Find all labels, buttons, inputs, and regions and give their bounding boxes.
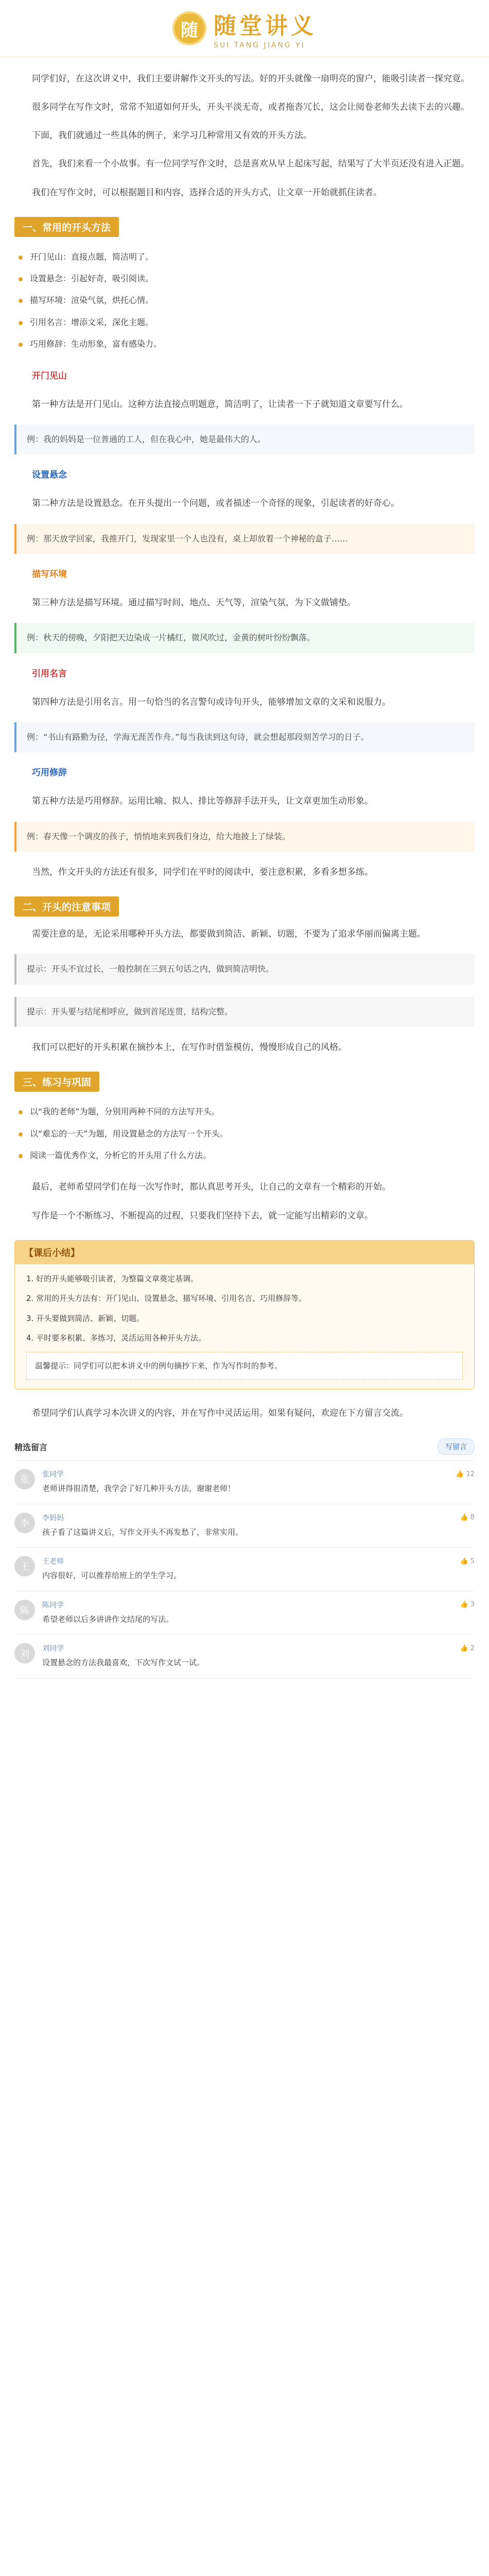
paragraph [14, 765, 475, 782]
paragraph: 第三种方法是描写环境。通过描写时间、地点、天气等，渲染气氛，为下文做铺垫。 [32, 598, 356, 608]
method-item: 开门见山：直接点题，简洁明了。 [14, 246, 475, 268]
thumb-up-icon: 👍 [460, 1601, 468, 1609]
comment-meta [42, 1556, 475, 1566]
paragraph: 第一种方法是开门见山。这种方法直接点明题意，简洁明了，让读者一下子就知道文章要写什么。 [32, 399, 408, 410]
brand-subtitle: SUI TANG JIANG YI [214, 41, 305, 49]
example-quote: 例：那天放学回家，我推开门，发现家里一个人也没有，桌上却放着一个神秘的盒子…… [14, 524, 475, 554]
highlight-method: 开门见山 [32, 370, 67, 381]
practice-item: 阅读一篇优秀作文，分析它的开头用了什么方法。 [14, 1145, 475, 1166]
thumb-up-icon: 👍 [460, 1644, 468, 1652]
like-button[interactable] [456, 1469, 475, 1479]
comment-text: 设置悬念的方法我最喜欢，下次写作文试一试。 [42, 1658, 205, 1668]
comments-list [14, 1461, 475, 1679]
like-button[interactable] [460, 1600, 475, 1610]
comments-title: 精选留言 [14, 1442, 48, 1452]
paragraph: 写作是一个不断练习、不断提高的过程，只要我们坚持下去，就一定能写出精彩的文章。 [32, 1210, 373, 1221]
practice-item: 以“难忘的一天”为题，用设置悬念的方法写一个开头。 [14, 1123, 475, 1145]
brand-title: 随堂讲义 [214, 13, 317, 39]
method-item: 描写环境：渲染气氛，烘托心情。 [14, 290, 475, 311]
comment-text: 孩子看了这篇讲义后，写作文开头不再发愁了，非常实用。 [42, 1527, 243, 1537]
paragraph: 希望同学们认真学习本次讲义的内容，并在写作中灵活运用。如果有疑问，欢迎在下方留言交流。 [32, 1408, 408, 1419]
comment-meta [42, 1600, 475, 1610]
like-count: 8 [470, 1514, 475, 1522]
practice-list [14, 1101, 475, 1166]
summary-note: 温馨提示：同学们可以把本讲义中的例句摘抄下来，作为写作时的参考。 [26, 1352, 463, 1380]
thumb-up-icon: 👍 [460, 1557, 468, 1565]
example-quote: 例：我的妈妈是一位普通的工人，但在我心中，她是最伟大的人。 [14, 425, 475, 454]
avatar[interactable]: 陈 [14, 1600, 35, 1620]
comment-body [42, 1600, 475, 1626]
like-count: 3 [470, 1601, 475, 1609]
highlight-method: 设置悬念 [32, 470, 67, 481]
paragraph: 需要注意的是，无论采用哪种开头方法，都要做到简洁、新颖、切题，不要为了追求华丽而偏离主题。 [32, 929, 426, 940]
commenter-name[interactable]: 张同学 [42, 1470, 64, 1479]
comments-header [14, 1433, 475, 1461]
brand-header [0, 0, 489, 57]
summary-heading: 【课后小结】 [15, 1241, 474, 1264]
avatar[interactable]: 李 [14, 1513, 35, 1533]
like-count: 5 [470, 1557, 475, 1565]
paragraph: 我们可以把好的开头积累在摘抄本上，在写作时借鉴模仿，慢慢形成自己的风格。 [32, 1042, 347, 1053]
comment-meta [42, 1643, 475, 1653]
comment-meta [42, 1513, 475, 1523]
like-count: 2 [470, 1644, 475, 1652]
paragraph: 最后，老师希望同学们在每一次写作时，都认真思考开头，让自己的文章有一个精彩的开始。 [32, 1182, 391, 1193]
highlight-method: 描写环境 [32, 569, 67, 580]
commenter-name[interactable]: 李妈妈 [42, 1514, 64, 1522]
paragraph: 第四种方法是引用名言。用一句恰当的名言警句或诗句开头，能够增加文章的文采和说服力。 [32, 697, 391, 707]
comment-meta [42, 1469, 475, 1479]
comment-body [42, 1513, 475, 1539]
paragraph: 我们在写作文时，可以根据题目和内容，选择合适的开头方式，让文章一开始就抓住读者。 [32, 187, 382, 198]
paragraph: 第二种方法是设置悬念。在开头提出一个问题，或者描述一个奇怪的现象，引起读者的好奇心。 [32, 498, 399, 509]
method-item: 巧用修辞：生动形象，富有感染力。 [14, 333, 475, 355]
avatar[interactable]: 张 [14, 1469, 35, 1489]
comment-item [14, 1461, 475, 1504]
brand-seal-logo: 随 [172, 11, 206, 45]
article-content [0, 71, 489, 1679]
paragraph: 很多同学在写作文时，常常不知道如何开头，开头平淡无奇，或者拖沓冗长，这会让阅卷老师失去读下去的兴趣。 [32, 102, 469, 113]
paragraph: 当然，作文开头的方法还有很多，同学们在平时的阅读中，要注意积累，多看多想多练。 [32, 867, 373, 878]
paragraph: 下面，我们就通过一些具体的例子，来学习几种常用又有效的开头方法。 [32, 130, 312, 141]
paragraph: 首先，我们来看一个小故事。有一位同学写作文时，总是喜欢从早上起床写起，结果写了大半页还没有进入正题。 [32, 159, 469, 170]
paragraph: 同学们好，在这次讲义中，我们主要讲解作文开头的写法。好的开头就像一扇明亮的窗户，能吸引读者一探究竟。 [32, 74, 469, 84]
like-button[interactable] [460, 1556, 475, 1566]
commenter-name[interactable]: 王老师 [42, 1557, 64, 1566]
section-title: 二、开头的注意事项 [14, 896, 119, 917]
summary-line: 1. 好的开头能够吸引读者，为整篇文章奠定基调。 [26, 1274, 199, 1283]
method-list [14, 246, 475, 355]
tip-quote: 提示：开头不宜过长，一般控制在三到五句话之内，做到简洁明快。 [14, 954, 475, 984]
tip-quote: 提示：开头要与结尾相呼应，做到首尾连贯，结构完整。 [14, 997, 475, 1027]
comment-body [42, 1469, 475, 1496]
comment-item [14, 1635, 475, 1679]
comment-text: 希望老师以后多讲讲作文结尾的写法。 [42, 1614, 174, 1624]
like-button[interactable] [460, 1513, 475, 1523]
summary-box [14, 1240, 475, 1390]
comment-item [14, 1504, 475, 1548]
summary-line: 4. 平时要多积累、多练习，灵活运用各种开头方法。 [26, 1333, 206, 1343]
practice-item: 以“我的老师”为题，分别用两种不同的方法写开头。 [14, 1101, 475, 1123]
paragraph: 第五种方法是巧用修辞。运用比喻、拟人、排比等修辞手法开头，让文章更加生动形象。 [32, 796, 373, 807]
avatar[interactable]: 刘 [14, 1643, 35, 1664]
like-count: 12 [466, 1470, 475, 1478]
comment-text: 老师讲得很清楚，我学会了好几种开头方法，谢谢老师！ [42, 1484, 236, 1494]
commenter-name[interactable]: 刘同学 [42, 1645, 64, 1653]
comment-item [14, 1591, 475, 1635]
paragraph [14, 566, 475, 583]
paragraph [14, 368, 475, 385]
comment-body [42, 1556, 475, 1583]
avatar[interactable]: 王 [14, 1556, 35, 1577]
write-comment-button[interactable]: 写留言 [438, 1438, 475, 1455]
comment-body [42, 1643, 475, 1670]
brand-text [214, 7, 317, 49]
example-quote: 例：春天像一个调皮的孩子，悄悄地来到我们身边，给大地披上了绿装。 [14, 822, 475, 852]
highlight-method: 巧用修辞 [32, 768, 67, 778]
summary-line: 2. 常用的开头方法有：开门见山、设置悬念、描写环境、引用名言、巧用修辞等。 [26, 1294, 307, 1303]
comment-item [14, 1548, 475, 1591]
section-title: 三、练习与巩固 [14, 1072, 99, 1092]
method-item: 引用名言：增添文采，深化主题。 [14, 312, 475, 333]
paragraph [14, 666, 475, 683]
comment-text: 内容很好，可以推荐给班上的学生学习。 [42, 1571, 182, 1581]
example-quote: 例：秋天的傍晚，夕阳把天边染成一片橘红，微风吹过，金黄的树叶纷纷飘落。 [14, 623, 475, 653]
thumb-up-icon: 👍 [460, 1514, 468, 1522]
commenter-name[interactable]: 陈同学 [42, 1601, 64, 1609]
section-title: 一、常用的开头方法 [14, 217, 119, 237]
summary-body [15, 1264, 474, 1346]
example-quote: 例：“书山有路勤为径，学海无涯苦作舟。”每当我读到这句诗，就会想起那段刻苦学习的日子。 [14, 722, 475, 752]
summary-line: 3. 开头要做到简洁、新颖、切题。 [26, 1313, 145, 1323]
like-button[interactable] [460, 1643, 475, 1653]
method-item: 设置悬念：引起好奇，吸引阅读。 [14, 268, 475, 290]
thumb-up-icon: 👍 [456, 1470, 464, 1478]
paragraph [14, 467, 475, 484]
highlight-method: 引用名言 [32, 668, 67, 679]
